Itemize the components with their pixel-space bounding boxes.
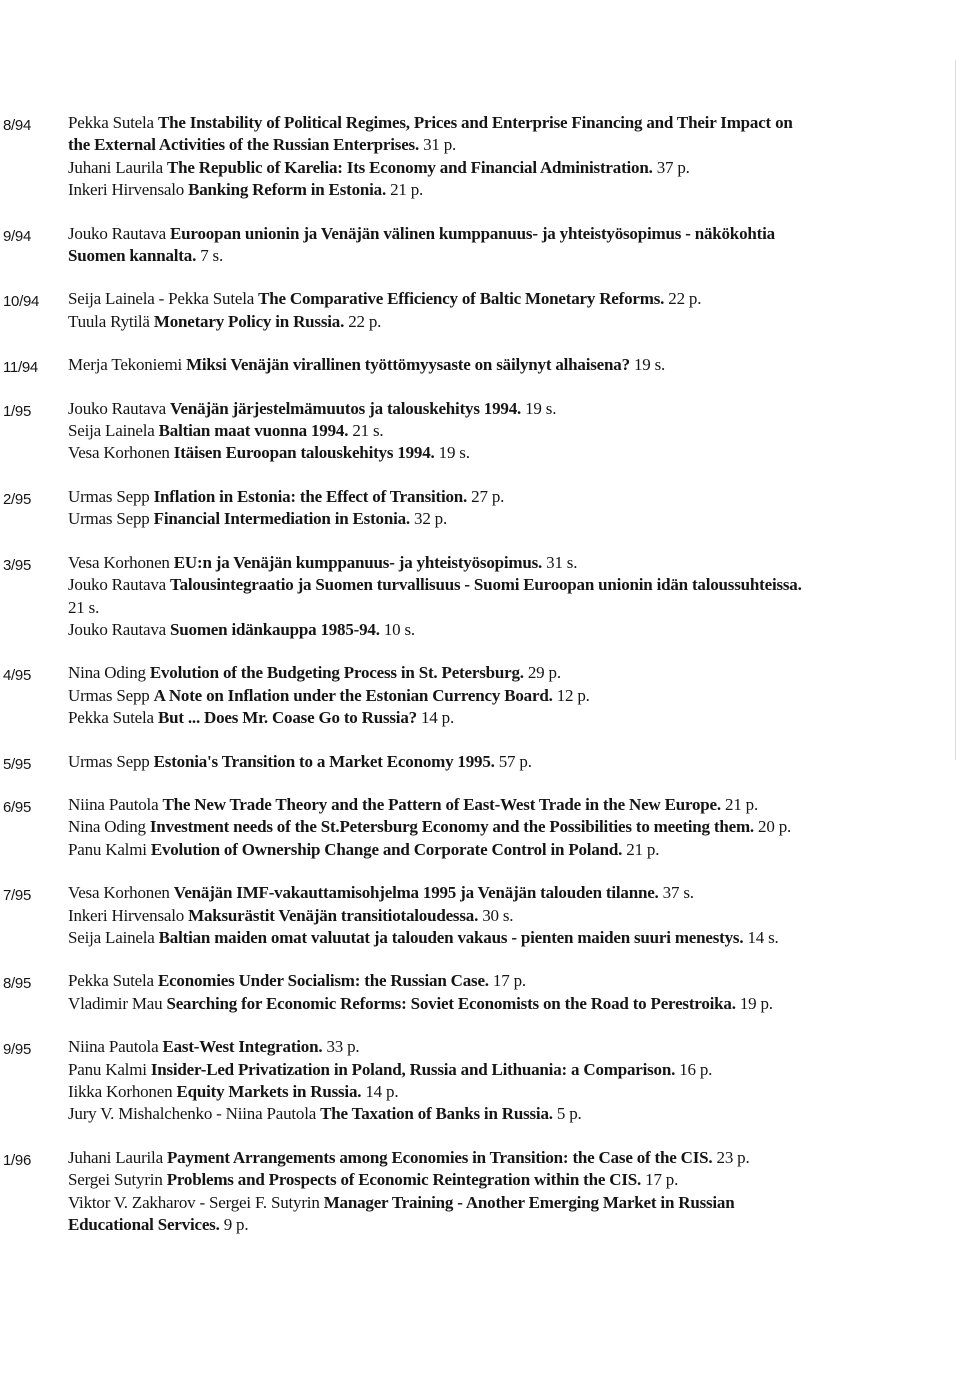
- issue-group: [0, 662, 960, 729]
- author-names: Jouko Rautava: [68, 575, 166, 595]
- publication-entry: [68, 486, 818, 508]
- page-count: 19 p.: [739, 993, 773, 1013]
- publication-entry: [68, 970, 818, 992]
- publication-title: The Instability of Political Regimes, Prices and Enterprise Financing and Their Impact on the External Activities of the Russian Enterprises.: [68, 113, 793, 155]
- page-count: 5 p.: [556, 1104, 582, 1124]
- page-count: 27 p.: [471, 486, 505, 506]
- page-count: 20 p.: [758, 817, 792, 837]
- publication-entry: [68, 839, 818, 861]
- page-count: 22 p.: [348, 311, 382, 331]
- author-names: Urmas Sepp: [68, 685, 150, 705]
- issue-group: [0, 552, 960, 642]
- issue-group: [0, 112, 960, 202]
- author-names: Seija Lainela: [68, 927, 155, 947]
- author-names: Merja Tekoniemi: [68, 355, 182, 375]
- issue-number: 9/95: [3, 1041, 31, 1059]
- issue-group: [0, 398, 960, 465]
- author-names: Pekka Sutela: [68, 708, 154, 728]
- page-count: 31 s.: [546, 552, 578, 572]
- issue-number: 10/94: [3, 293, 40, 311]
- author-names: Vesa Korhonen: [68, 552, 170, 572]
- author-names: Panu Kalmi: [68, 1059, 147, 1079]
- publication-title: Payment Arrangements among Economies in Transition: the Case of the CIS.: [166, 1147, 713, 1167]
- publication-entry: [68, 552, 818, 574]
- publication-entry: [68, 707, 818, 729]
- publication-title: The New Trade Theory and the Pattern of East-West Trade in the New Europe.: [162, 794, 721, 814]
- issue-number: 3/95: [3, 556, 31, 574]
- author-names: Jury V. Mishalchenko - Niina Pautola: [68, 1104, 317, 1124]
- author-names: Juhani Laurila: [68, 157, 163, 177]
- publication-title: But ... Does Mr. Coase Go to Russia?: [157, 708, 417, 728]
- issue-group: [0, 223, 960, 268]
- issue-number: 6/95: [3, 798, 31, 816]
- author-names: Pekka Sutela: [68, 113, 154, 132]
- author-names: Inkeri Hirvensalo: [68, 180, 185, 200]
- issue-group: [0, 1036, 960, 1126]
- publication-entry: [68, 927, 818, 949]
- publication-title: Euroopan unionin ja Venäjän välinen kumppanuus- ja yhteistyösopimus - näkökohtia Suomen kannalta.: [68, 223, 775, 266]
- page-count: 23 p.: [716, 1147, 750, 1167]
- author-names: Sergei Sutyrin: [68, 1170, 163, 1190]
- author-names: Juhani Laurila: [68, 1147, 163, 1167]
- author-names: Inkeri Hirvensalo: [68, 905, 185, 925]
- author-names: Tuula Rytilä: [68, 311, 150, 331]
- page-count: 12 p.: [556, 685, 590, 705]
- page-count: 21 p.: [390, 180, 424, 200]
- publication-entry: [68, 508, 818, 530]
- publication-entry: [68, 619, 818, 641]
- author-names: Seija Lainela - Pekka Sutela: [68, 289, 255, 309]
- author-names: Jouko Rautava: [68, 619, 166, 639]
- publication-title: Searching for Economic Reforms: Soviet Economists on the Road to Perestroika.: [166, 993, 736, 1013]
- publication-entry: [68, 420, 818, 442]
- page-count: 21 s.: [352, 421, 384, 441]
- publication-title: Suomen idänkauppa 1985-94.: [170, 619, 380, 639]
- publication-entry: [68, 223, 818, 268]
- page-count: 32 p.: [414, 509, 448, 529]
- publication-entry: [68, 179, 818, 201]
- author-names: Viktor V. Zakharov - Sergei F. Sutyrin: [68, 1192, 320, 1212]
- issue-number: 1/96: [3, 1151, 31, 1169]
- publication-title: Equity Markets in Russia.: [176, 1082, 362, 1101]
- publication-title: Problems and Prospects of Economic Reintegration within the CIS.: [166, 1170, 642, 1190]
- publication-entry: [68, 794, 818, 816]
- page-count: 21 p.: [725, 794, 759, 814]
- issue-number: 2/95: [3, 490, 31, 508]
- issue-group: [0, 354, 960, 376]
- page-count: 9 p.: [223, 1215, 249, 1235]
- publication-entry: [68, 288, 818, 310]
- publication-title: Evolution of Ownership Change and Corporate Control in Poland.: [150, 839, 623, 859]
- publication-entry: [68, 1081, 818, 1103]
- page-count: 16 p.: [679, 1059, 713, 1079]
- author-names: Panu Kalmi: [68, 839, 147, 859]
- publication-title: Financial Intermediation in Estonia.: [153, 509, 410, 529]
- publication-title: Itäisen Euroopan talouskehitys 1994.: [173, 443, 435, 463]
- publication-title: Manager Training - Another Emerging Market in Russian Educational Services.: [68, 1192, 735, 1235]
- publication-title: Miksi Venäjän virallinen työttömyysaste on säilynyt alhaisena?: [186, 355, 630, 375]
- issue-number: 11/94: [3, 359, 38, 377]
- author-names: Urmas Sepp: [68, 486, 150, 506]
- page-count: 14 s.: [747, 927, 779, 947]
- publication-entry: [68, 1192, 818, 1237]
- page-count: 33 p.: [326, 1037, 360, 1057]
- publication-title: Inflation in Estonia: the Effect of Transition.: [153, 486, 468, 506]
- publication-title: Evolution of the Budgeting Process in St. Petersburg.: [149, 663, 524, 683]
- issue-number: 7/95: [3, 887, 31, 905]
- author-names: Nina Oding: [68, 817, 146, 837]
- issue-group: [0, 751, 960, 773]
- issue-group: [0, 1147, 960, 1237]
- publication-title: The Comparative Efficiency of Baltic Monetary Reforms.: [258, 289, 665, 309]
- publication-title: Maksurästit Venäjän transitiotaloudessa.: [188, 905, 479, 925]
- issue-number: 8/95: [3, 975, 31, 993]
- issue-group: [0, 882, 960, 949]
- author-names: Nina Oding: [68, 663, 146, 683]
- issue-group: [0, 794, 960, 861]
- publication-entry: [68, 751, 818, 773]
- author-names: Iikka Korhonen: [68, 1082, 173, 1101]
- publication-entry: [68, 882, 818, 904]
- publication-title: Baltian maat vuonna 1994.: [158, 421, 349, 441]
- page-count: 37 p.: [656, 157, 690, 177]
- page-count: 19 s.: [438, 443, 470, 463]
- publication-title: Estonia's Transition to a Market Economy 1995.: [153, 751, 495, 771]
- publication-entry: [68, 1147, 818, 1169]
- issue-number: 9/94: [3, 227, 31, 245]
- publication-title: Investment needs of the St.Petersburg Economy and the Possibilities to meeting them.: [149, 817, 754, 837]
- author-names: Niina Pautola: [68, 794, 159, 814]
- page-count: 14 p.: [365, 1082, 399, 1101]
- publication-entry: [68, 1036, 818, 1058]
- publication-title: Venäjän järjestelmämuutos ja talouskehitys 1994.: [170, 398, 522, 418]
- author-names: Niina Pautola: [68, 1037, 159, 1057]
- publication-title: The Taxation of Banks in Russia.: [320, 1104, 553, 1124]
- page-count: 7 s.: [200, 246, 224, 266]
- issue-group: [0, 970, 960, 1015]
- author-names: Urmas Sepp: [68, 509, 150, 529]
- publication-entry: [68, 1103, 818, 1125]
- issue-number: 8/94: [3, 117, 31, 134]
- publication-entry: [68, 311, 818, 333]
- publication-entry: [68, 1059, 818, 1081]
- page-count: 21 s.: [68, 597, 100, 617]
- author-names: Jouko Rautava: [68, 398, 166, 418]
- issue-group: [0, 486, 960, 531]
- publication-entry: [68, 398, 818, 420]
- page-count: 17 p.: [645, 1170, 679, 1190]
- page-count: 30 s.: [482, 905, 514, 925]
- publication-entry: [68, 1169, 818, 1191]
- publication-entry: [68, 354, 818, 376]
- publication-title: Economies Under Socialism: the Russian Case.: [157, 971, 489, 991]
- page-count: 19 s.: [633, 355, 666, 375]
- publication-title: Baltian maiden omat valuutat ja talouden vakaus - pienten maiden suuri menestys.: [158, 927, 744, 947]
- page-count: 17 p.: [492, 971, 526, 991]
- publication-title: Venäjän IMF-vakauttamisohjelma 1995 ja Venäjän talouden tilanne.: [173, 883, 659, 903]
- publication-entry: [68, 662, 818, 684]
- page-count: 21 p.: [626, 839, 660, 859]
- page-count: 10 s.: [383, 619, 415, 639]
- publication-entry: [68, 112, 818, 157]
- publication-entry: [68, 157, 818, 179]
- publication-title: Banking Reform in Estonia.: [188, 180, 386, 200]
- issue-number: 5/95: [3, 755, 31, 773]
- author-names: Urmas Sepp: [68, 751, 150, 771]
- page-count: 37 s.: [662, 883, 694, 903]
- publication-entry: [68, 442, 818, 464]
- publication-entry: [68, 816, 818, 838]
- publication-entry: [68, 905, 818, 927]
- page-count: 29 p.: [527, 663, 561, 683]
- publication-list: [0, 112, 960, 1257]
- author-names: Vesa Korhonen: [68, 443, 170, 463]
- page-count: 14 p.: [421, 708, 455, 728]
- author-names: Vladimir Mau: [68, 993, 163, 1013]
- publication-title: East-West Integration.: [162, 1037, 323, 1057]
- author-names: Seija Lainela: [68, 421, 155, 441]
- publication-entry: [68, 574, 818, 619]
- publication-title: The Republic of Karelia: Its Economy and Financial Administration.: [166, 157, 653, 177]
- author-names: Pekka Sutela: [68, 971, 154, 991]
- author-names: Vesa Korhonen: [68, 883, 170, 903]
- page-count: 57 p.: [498, 751, 532, 771]
- publication-entry: [68, 685, 818, 707]
- author-names: Jouko Rautava: [68, 223, 166, 243]
- issue-number: 4/95: [3, 667, 31, 685]
- page-count: 19 s.: [525, 398, 557, 418]
- issue-group: [0, 288, 960, 333]
- publication-title: Monetary Policy in Russia.: [153, 311, 345, 331]
- publication-entry: [68, 993, 818, 1015]
- publication-title: EU:n ja Venäjän kumppanuus- ja yhteistyösopimus.: [173, 552, 543, 572]
- publication-title: A Note on Inflation under the Estonian Currency Board.: [153, 685, 553, 705]
- publication-title: Talousintegraatio ja Suomen turvallisuus - Suomi Euroopan unionin idän taloussuhteissa.: [170, 575, 802, 595]
- publication-title: Insider-Led Privatization in Poland, Russia and Lithuania: a Comparison.: [150, 1059, 676, 1079]
- page-count: 31 p.: [423, 135, 457, 155]
- issue-number: 1/95: [3, 402, 31, 420]
- page-count: 22 p.: [668, 289, 702, 309]
